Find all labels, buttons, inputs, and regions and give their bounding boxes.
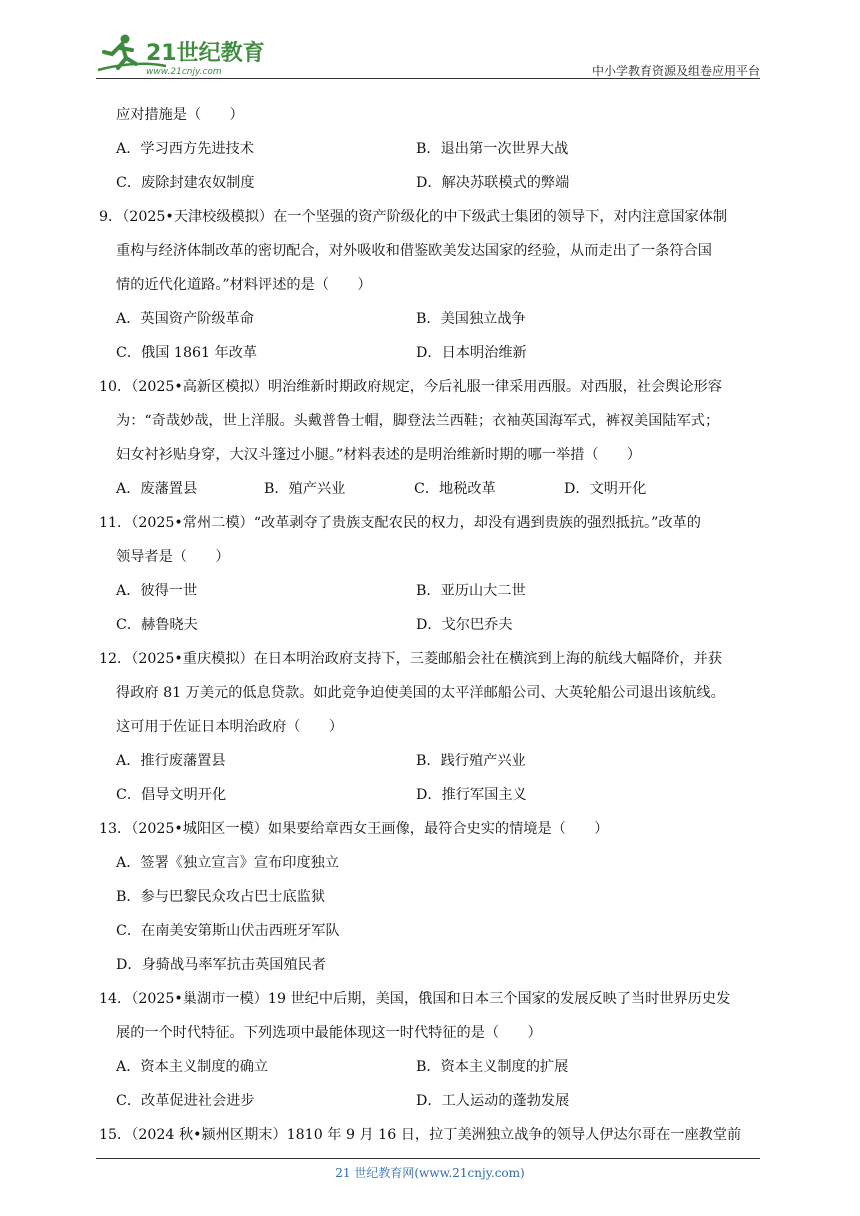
option-row [96,778,768,812]
option-c: C．改革促进社会进步 [116,1093,255,1109]
question-stem-line: 领导者是（ ） [116,549,230,565]
option-row [96,744,768,778]
question-9-stem: 9．（2025•天津校级模拟）在一个坚强的资产阶级化的中下级武士集团的领导下，对内注意国家体制 [99,209,728,225]
option-b: B．退出第一次世界大战 [416,141,569,157]
option-c: C．在南美安第斯山伏击西班牙军队 [116,923,340,939]
option-d: D．解决苏联模式的弊端 [416,175,570,191]
option-row [96,336,768,370]
question-stem-line: 展的一个时代特征。下列选项中最能体现这一时代特征的是（ ） [116,1025,542,1041]
option-c: C．废除封建农奴制度 [116,175,255,191]
option-d: D．戈尔巴乔夫 [416,617,513,633]
option-b: B．亚历山大二世 [416,583,526,599]
option-b: B．美国独立战争 [416,311,526,327]
question-stem-line: 这可用于佐证日本明治政府（ ） [116,719,344,735]
question-stem-line: 为：“奇哉妙哉，世上洋服。头戴普鲁士帽，脚登法兰西鞋；衣袖英国海军式，裤衩美国陆军式； [116,413,720,429]
option-b: B．践行殖产兴业 [416,753,526,769]
footer-rule [96,1158,760,1159]
option-b: B．资本主义制度的扩展 [416,1059,569,1075]
option-d: D．身骑战马率军抗击英国殖民者 [116,957,327,973]
option-c: C．倡导文明开化 [116,787,227,803]
option-row [96,472,768,506]
option-row [96,574,768,608]
option-a: A．学习西方先进技术 [116,141,254,157]
option-c: C．赫鲁晓夫 [116,617,198,633]
option-a: A．彼得一世 [116,583,198,599]
question-list [96,98,768,1152]
footer-text: 21 世纪教育网(www.21cnjy.com) [335,1166,525,1180]
logo-url: www.21cnjy.com [146,67,222,77]
question-12-stem: 12．（2025•重庆模拟）在日本明治政府支持下，三菱邮船会社在横滨到上海的航线大幅降价，并获 [99,651,722,667]
question-stem-line: 应对措施是（ ） [116,107,244,123]
page-header [96,30,760,80]
question-11-stem: 11．（2025•常州二模）“改革剥夺了贵族支配农民的权力，却没有遇到贵族的强烈抵抗。”改革的 [99,515,701,531]
option-d: D．推行军国主义 [416,787,527,803]
option-a: A．废藩置县 [116,481,198,497]
option-row [96,166,768,200]
option-row [96,132,768,166]
option-row [96,1050,768,1084]
option-d: D．工人运动的蓬勃发展 [416,1093,570,1109]
platform-label: 中小学教育资源及组卷应用平台 [591,64,760,78]
option-d: D．日本明治维新 [416,345,527,361]
option-c: C．地税改革 [414,481,496,497]
question-stem-line: 情的近代化道路。”材料评述的是（ ） [116,277,372,293]
option-a: A．推行废藩置县 [116,753,226,769]
option-d: D．文明开化 [564,481,647,497]
header-rule [96,78,760,79]
option-a: A．英国资产阶级革命 [116,311,254,327]
question-15-stem: 15．（2024 秋•颍州区期末）1810 年 9 月 16 日，拉丁美洲独立战争的领导人伊达尔哥在一座教堂前 [99,1127,742,1143]
option-row [96,1084,768,1118]
question-stem-line: 重构与经济体制改革的密切配合，对外吸收和借鉴欧美发达国家的经验，从而走出了一条符合国 [116,243,712,259]
question-14-stem: 14．（2025•巢湖市一模）19 世纪中后期，美国，俄国和日本三个国家的发展反映了当时世界历史发 [99,991,731,1007]
option-a: A．签署《独立宣言》宣布印度独立 [116,855,340,871]
site-logo [96,30,266,78]
question-10-stem: 10．（2025•高新区模拟）明治维新时期政府规定，今后礼服一律采用西服。对西服，社会舆论形容 [99,379,722,395]
option-c: C．俄国 1861 年改革 [116,345,258,361]
option-row [96,608,768,642]
question-13-stem: 13．（2025•城阳区一模）如果要给章西女王画像，最符合史实的情境是（ ） [99,821,609,837]
option-b: B．参与巴黎民众攻占巴士底监狱 [116,889,326,905]
option-row [96,302,768,336]
question-stem-line: 妇女衬衫贴身穿，大汉斗篷过小腿。”材料表述的是明治维新时期的哪一举措（ ） [116,447,642,463]
option-b: B．殖产兴业 [264,481,346,497]
logo-text: 21世纪教育 [146,41,265,66]
question-stem-line: 得政府 81 万美元的低息贷款。如此竞争迫使美国的太平洋邮船公司、大英轮船公司退出该航线。 [116,685,725,701]
option-a: A．资本主义制度的确立 [116,1059,269,1075]
